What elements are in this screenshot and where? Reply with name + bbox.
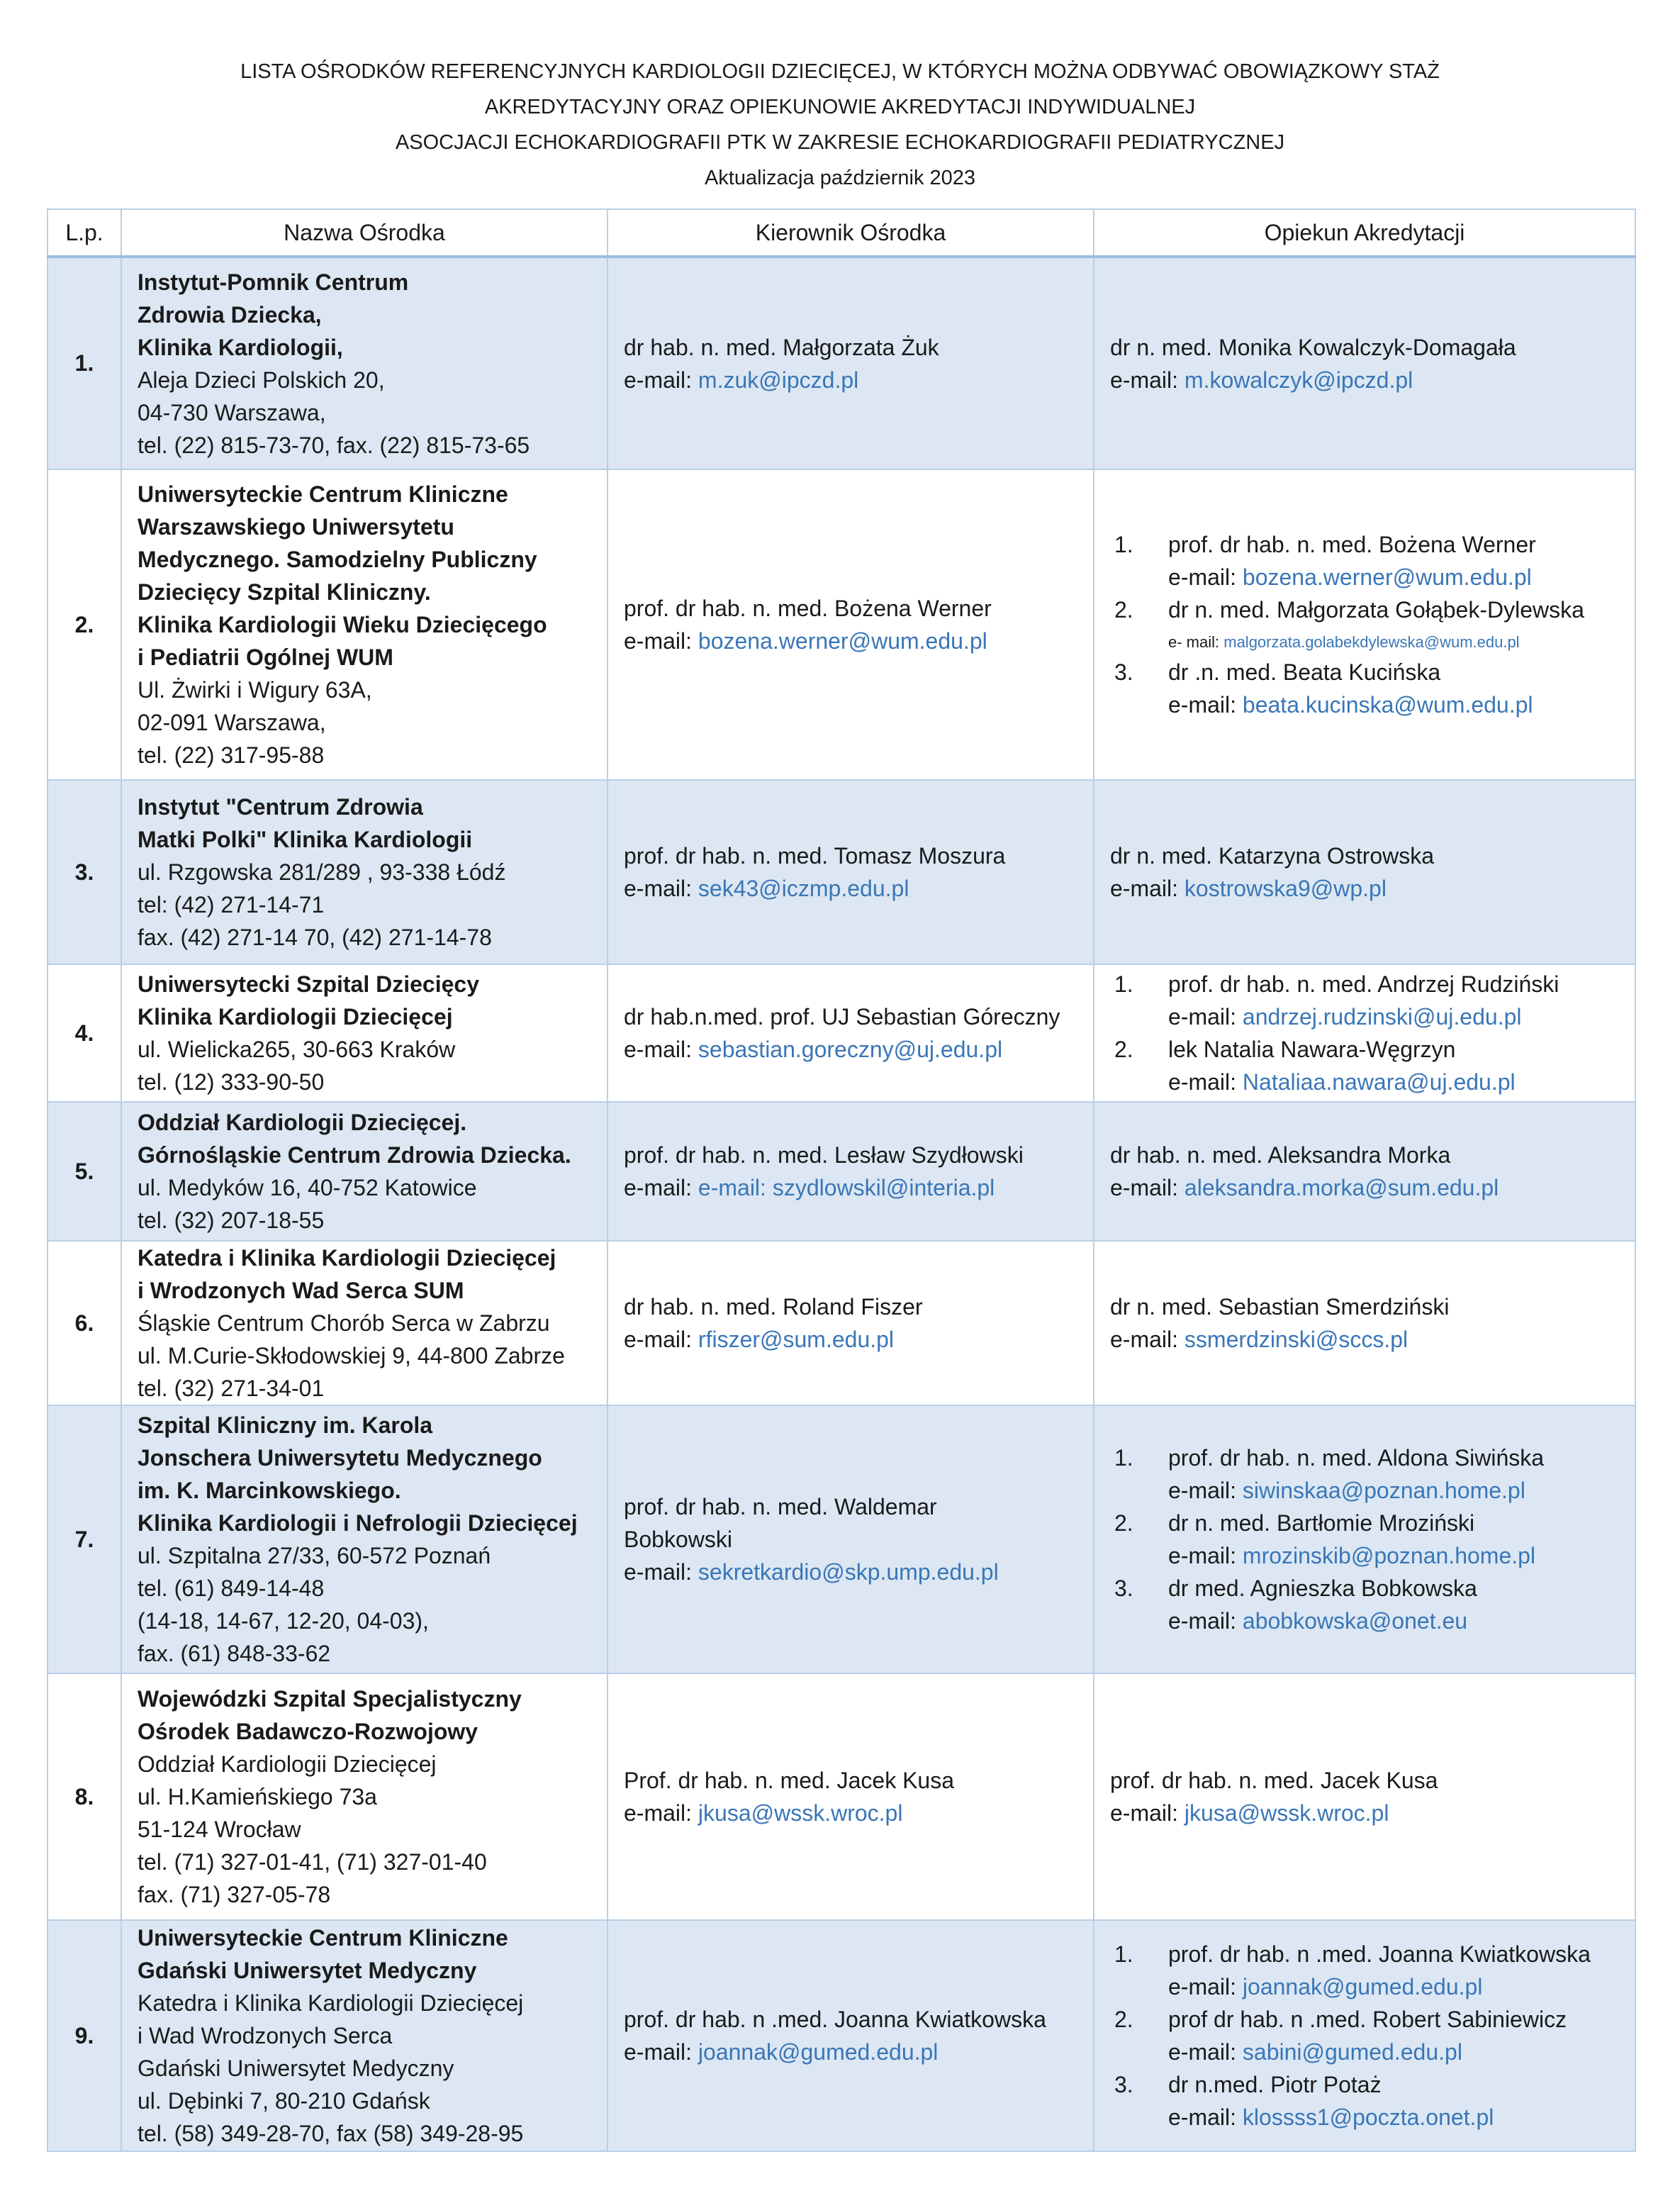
guardian-name: dr n.med. Piotr Potaż (1168, 2072, 1382, 2097)
center-address-line: fax. (42) 271-14 70, (42) 271-14-78 (138, 925, 492, 950)
column-header-name: Nazwa Ośrodka (121, 209, 607, 257)
center-address-line: fax. (71) 327-05-78 (138, 1882, 331, 1907)
head-cell (607, 469, 1094, 780)
email-line (1110, 626, 1620, 656)
guardian-cell (1094, 1241, 1635, 1405)
email-link[interactable]: joannak@gumed.edu.pl (1242, 1974, 1483, 2000)
center-address-line: ul. Dębinki 7, 80-210 Gdańsk (138, 2088, 430, 2114)
head-name: Bobkowski (624, 1527, 732, 1552)
email-label: e- mail: (1168, 633, 1224, 651)
guardian-number: 2. (1114, 597, 1133, 623)
center-name-cell (121, 1920, 607, 2151)
guardian-name: prof. dr hab. n. med. Jacek Kusa (1110, 1768, 1438, 1793)
guardian-name: dr .n. med. Beata Kucińska (1168, 659, 1441, 685)
email-label: e-mail: (1110, 1327, 1185, 1352)
email-link[interactable]: m.zuk@ipczd.pl (698, 367, 859, 393)
email-line (1110, 1970, 1620, 2003)
center-address-line: tel. (22) 317-95-88 (138, 742, 325, 768)
email-link[interactable]: m.kowalczyk@ipczd.pl (1184, 367, 1413, 393)
email-label: e-mail: (1110, 1800, 1185, 1826)
guardian-cell (1094, 780, 1635, 964)
email-link[interactable]: jkusa@wssk.wroc.pl (698, 1800, 903, 1826)
table-row (47, 257, 1635, 469)
email-link[interactable]: sebastian.goreczny@uj.edu.pl (698, 1037, 1003, 1062)
email-line (1110, 1797, 1620, 1829)
head-cell (607, 1241, 1094, 1405)
center-address-line: ul. Rzgowska 281/289 , 93-338 Łódź (138, 859, 506, 885)
center-address-line: ul. Wielicka265, 30-663 Kraków (138, 1037, 456, 1062)
guardian-name-line (1110, 528, 1620, 561)
center-name-cell (121, 1673, 607, 1920)
table-row (47, 1102, 1635, 1241)
center-address-line: tel. (32) 271-34-01 (138, 1376, 325, 1401)
guardian-name: prof. dr hab. n. med. Bożena Werner (1168, 532, 1536, 557)
email-label: e-mail: (624, 1327, 698, 1352)
email-link[interactable]: rfiszer@sum.edu.pl (698, 1327, 895, 1352)
guardian-name: lek Natalia Nawara-Węgrzyn (1168, 1037, 1456, 1062)
row-number: 3. (47, 780, 121, 964)
email-link[interactable]: bozena.werner@wum.edu.pl (698, 628, 987, 654)
head-cell (607, 1920, 1094, 2151)
table-row (47, 1673, 1635, 1920)
row-number: 5. (47, 1102, 121, 1241)
guardian-name: dr n. med. Sebastian Smerdziński (1110, 1294, 1450, 1320)
centers-table (47, 208, 1636, 2152)
head-name: prof. dr hab. n. med. Lesław Szydłowski (624, 1142, 1024, 1168)
center-name-line: Matki Polki" Klinika Kardiologii (138, 827, 473, 852)
email-line (1110, 1171, 1620, 1204)
center-address-line: ul. M.Curie-Skłodowskiej 9, 44-800 Zabrze (138, 1343, 565, 1368)
email-link[interactable]: malgorzata.golabekdylewska@wum.edu.pl (1223, 633, 1520, 651)
center-name-line: Wojewódzki Szpital Specjalistyczny (138, 1686, 522, 1712)
email-link[interactable]: mrozinskib@poznan.home.pl (1242, 1543, 1536, 1568)
email-label: e-mail: (624, 1559, 698, 1585)
guardian-name: prof. dr hab. n. med. Andrzej Rudziński (1168, 971, 1559, 997)
row-number: 6. (47, 1241, 121, 1405)
center-address-line: Ul. Żwirki i Wigury 63A, (138, 677, 372, 703)
center-name-cell (121, 964, 607, 1102)
center-name-cell (121, 1102, 607, 1241)
email-link[interactable]: aleksandra.morka@sum.edu.pl (1184, 1175, 1499, 1200)
center-name-line: Szpital Kliniczny im. Karola (138, 1412, 433, 1438)
email-line (624, 1033, 1079, 1066)
center-address-line: ul. Medyków 16, 40-752 Katowice (138, 1175, 477, 1200)
email-line (1110, 872, 1620, 905)
email-line (624, 625, 1079, 657)
email-label: e-mail: (1168, 692, 1243, 718)
row-number: 2. (47, 469, 121, 780)
center-name-line: i Pediatrii Ogólnej WUM (138, 645, 393, 670)
center-address-line: tel. (12) 333-90-50 (138, 1069, 325, 1095)
email-line (1110, 1323, 1620, 1356)
center-address-line: Śląskie Centrum Chorób Serca w Zabrzu (138, 1310, 550, 1336)
guardian-name-line (1110, 2003, 1620, 2036)
guardian-cell (1094, 1673, 1635, 1920)
column-header-lp: L.p. (47, 209, 121, 257)
center-name-line: Katedra i Klinika Kardiologii Dziecięcej (138, 1245, 556, 1271)
center-name-line: Uniwersyteckie Centrum Kliniczne (138, 1925, 508, 1951)
head-name: prof. dr hab. n .med. Joanna Kwiatkowska (624, 2007, 1046, 2032)
head-cell (607, 1405, 1094, 1673)
center-name-cell (121, 1405, 607, 1673)
center-name-cell (121, 469, 607, 780)
row-number: 8. (47, 1673, 121, 1920)
center-address-line: 51-124 Wrocław (138, 1817, 301, 1842)
email-label: e-mail: (624, 876, 698, 901)
guardian-number: 2. (1114, 2007, 1133, 2032)
center-name-line: Medycznego. Samodzielny Publiczny (138, 547, 537, 572)
email-line (1110, 561, 1620, 593)
guardian-number: 2. (1114, 1037, 1133, 1062)
email-label: e-mail: (1168, 1004, 1243, 1030)
email-line (1110, 364, 1620, 396)
center-name-line: Klinika Kardiologii i Nefrologii Dziecięcej (138, 1510, 578, 1536)
center-name-line: Zdrowia Dziecka, (138, 301, 322, 328)
center-name-line: Klinika Kardiologii Dziecięcej (138, 1004, 453, 1030)
title-line-2: AKREDYTACYJNY ORAZ OPIEKUNOWIE AKREDYTACJI INDYWIDUALNEJ (484, 96, 1196, 118)
center-name-line: Uniwersyteckie Centrum Kliniczne (138, 481, 508, 507)
table-row (47, 469, 1635, 780)
guardian-name-line (1110, 656, 1620, 688)
guardian-name: dr hab. n. med. Aleksandra Morka (1110, 1142, 1451, 1168)
guardian-cell (1094, 1920, 1635, 2151)
guardian-cell (1094, 1405, 1635, 1673)
email-label: e-mail: (624, 367, 698, 393)
guardian-name-line (1110, 968, 1620, 1000)
center-address-line: 04-730 Warszawa, (138, 399, 326, 425)
center-address-line: tel. (58) 349-28-70, fax (58) 349-28-95 (138, 2121, 524, 2146)
email-link[interactable]: jkusa@wssk.wroc.pl (1184, 1800, 1389, 1826)
email-label: e-mail: (1168, 1543, 1243, 1568)
center-name-line: Klinika Kardiologii, (138, 334, 343, 360)
email-label: e-mail: (1168, 1478, 1243, 1503)
guardian-name-line (1110, 1507, 1620, 1539)
center-address-line: Katedra i Klinika Kardiologii Dziecięcej (138, 1990, 524, 2016)
center-address-line: ul. H.Kamieńskiego 73a (138, 1784, 377, 1809)
center-address-line: tel. (71) 327-01-41, (71) 327-01-40 (138, 1849, 487, 1875)
center-name-line: Uniwersytecki Szpital Dziecięcy (138, 971, 479, 997)
email-label: e-mail: (1168, 1974, 1243, 2000)
email-label: e-mail: (1168, 1069, 1243, 1095)
guardian-cell (1094, 1102, 1635, 1241)
column-header-guardian: Opiekun Akredytacji (1094, 209, 1635, 257)
center-name-line: Warszawskiego Uniwersytetu (138, 514, 454, 540)
email-line (1110, 1066, 1620, 1098)
email-link[interactable]: andrzej.rudzinski@uj.edu.pl (1242, 1004, 1522, 1030)
center-address-line: tel. (32) 207-18-55 (138, 1208, 325, 1233)
email-link[interactable]: siwinskaa@poznan.home.pl (1242, 1478, 1525, 1503)
center-address-line: Gdański Uniwersytet Medyczny (138, 2056, 454, 2081)
head-name: prof. dr hab. n. med. Bożena Werner (624, 596, 992, 621)
head-name: prof. dr hab. n. med. Waldemar (624, 1494, 937, 1519)
center-name-line: Klinika Kardiologii Wieku Dziecięcego (138, 612, 547, 637)
guardian-name-line (1110, 1033, 1620, 1066)
table-row (47, 1920, 1635, 2151)
guardian-name: prof dr hab. n .med. Robert Sabiniewicz (1168, 2007, 1567, 2032)
row-number: 1. (47, 257, 121, 469)
guardian-name: dr n. med. Katarzyna Ostrowska (1110, 843, 1435, 869)
column-header-head: Kierownik Ośrodka (607, 209, 1094, 257)
email-link[interactable]: joannak@gumed.edu.pl (698, 2039, 939, 2065)
email-line (624, 1797, 1079, 1829)
email-line (624, 2036, 1079, 2068)
guardian-name-line (1110, 2068, 1620, 2101)
center-name-line: Dziecięcy Szpital Kliniczny. (138, 579, 431, 605)
center-name-line: Oddział Kardiologii Dziecięcej. (138, 1110, 467, 1135)
guardian-number: 2. (1114, 1510, 1133, 1536)
guardian-cell (1094, 257, 1635, 469)
email-label: e-mail: (1110, 367, 1185, 393)
center-address-line: 02-091 Warszawa, (138, 710, 326, 735)
email-link[interactable]: kostrowska9@wp.pl (1184, 876, 1387, 901)
center-address-line: tel. (22) 815-73-70, fax. (22) 815-73-65 (138, 432, 530, 458)
email-link[interactable]: bozena.werner@wum.edu.pl (1242, 564, 1532, 590)
guardian-number: 3. (1114, 659, 1133, 685)
email-line (624, 1556, 1079, 1588)
center-address-line: Oddział Kardiologii Dziecięcej (138, 1751, 437, 1777)
center-address-line: (14-18, 14-67, 12-20, 04-03), (138, 1608, 429, 1634)
email-line (624, 1171, 1079, 1204)
center-name-line: Jonschera Uniwersytetu Medycznego (138, 1445, 542, 1471)
email-line (1110, 2036, 1620, 2068)
head-name: dr hab.n.med. prof. UJ Sebastian Góreczny (624, 1004, 1060, 1030)
center-name-line: Ośrodek Badawczo-Rozwojowy (138, 1719, 478, 1744)
guardian-number: 1. (1114, 971, 1133, 997)
guardian-number: 3. (1114, 1575, 1133, 1601)
head-name: Prof. dr hab. n. med. Jacek Kusa (624, 1768, 955, 1793)
head-name: prof. dr hab. n. med. Tomasz Moszura (624, 843, 1006, 869)
guardian-number: 3. (1114, 2072, 1133, 2097)
email-label: e-mail: (1168, 2104, 1243, 2130)
center-name-line: Instytut-Pomnik Centrum (138, 269, 409, 295)
head-cell (607, 780, 1094, 964)
table-header-row (47, 209, 1635, 257)
guardian-name-line (1110, 1572, 1620, 1605)
guardian-name: dr n. med. Bartłomie Mroziński (1168, 1510, 1475, 1536)
center-name-line: i Wrodzonych Wad Serca SUM (138, 1278, 464, 1303)
email-link[interactable]: sabini@gumed.edu.pl (1242, 2039, 1462, 2065)
email-label: e-mail: (624, 1037, 698, 1062)
table-row (47, 780, 1635, 964)
email-line (1110, 2101, 1620, 2134)
email-link[interactable]: beata.kucinska@wum.edu.pl (1242, 692, 1533, 718)
head-cell (607, 1102, 1094, 1241)
center-name-cell (121, 257, 607, 469)
center-name-cell (121, 1241, 607, 1405)
email-line (1110, 1605, 1620, 1637)
center-name-line: Górnośląskie Centrum Zdrowia Dziecka. (138, 1142, 571, 1168)
head-cell (607, 964, 1094, 1102)
center-name-line: Gdański Uniwersytet Medyczny (138, 1958, 477, 1983)
guardian-number: 1. (1114, 1445, 1133, 1471)
row-number: 9. (47, 1920, 121, 2151)
email-line (624, 1323, 1079, 1356)
email-label: e-mail: (624, 2039, 698, 2065)
email-label: e-mail: (624, 628, 698, 654)
row-number: 4. (47, 964, 121, 1102)
email-link[interactable]: klossss1@poczta.onet.pl (1242, 2104, 1494, 2130)
center-name-cell (121, 780, 607, 964)
guardian-cell (1094, 469, 1635, 780)
update-date: Aktualizacja październik 2023 (704, 167, 976, 189)
guardian-name: dr n. med. Małgorzata Gołąbek-Dylewska (1168, 597, 1584, 623)
center-address-line: Aleja Dzieci Polskich 20, (138, 367, 385, 393)
center-name-line: im. K. Marcinkowskiego. (138, 1478, 401, 1503)
email-link[interactable]: sekretkardio@skp.ump.edu.pl (698, 1559, 999, 1585)
head-name: dr hab. n. med. Małgorzata Żuk (624, 334, 939, 360)
head-cell (607, 257, 1094, 469)
table-row (47, 1241, 1635, 1405)
center-name-line: Instytut "Centrum Zdrowia (138, 794, 423, 820)
guardian-name-line (1110, 1938, 1620, 1970)
email-link[interactable]: sek43@iczmp.edu.pl (698, 876, 909, 901)
guardian-name: dr med. Agnieszka Bobkowska (1168, 1575, 1477, 1601)
table-row (47, 1405, 1635, 1673)
center-address-line: tel: (42) 271-14-71 (138, 892, 325, 918)
center-address-line: fax. (61) 848-33-62 (138, 1641, 331, 1666)
email-link[interactable]: ssmerdzinski@sccs.pl (1184, 1327, 1409, 1352)
center-address-line: ul. Szpitalna 27/33, 60-572 Poznań (138, 1543, 491, 1568)
head-cell (607, 1673, 1094, 1920)
email-line (624, 872, 1079, 905)
guardian-number: 1. (1114, 1941, 1133, 1967)
page-header (47, 54, 1633, 196)
email-label: e-mail: (1110, 876, 1185, 901)
center-address-line: tel. (61) 849-14-48 (138, 1575, 325, 1601)
email-line (1110, 1000, 1620, 1033)
email-link[interactable]: abobkowska@onet.eu (1242, 1608, 1468, 1634)
center-address-line: i Wad Wrodzonych Serca (138, 2023, 393, 2048)
guardian-name-line (1110, 1441, 1620, 1474)
email-line (1110, 1474, 1620, 1507)
email-label: e-mail: (624, 1175, 698, 1200)
email-link[interactable]: e-mail: szydlowskil@interia.pl (698, 1175, 995, 1200)
email-label: e-mail: (1168, 2039, 1243, 2065)
row-number: 7. (47, 1405, 121, 1673)
email-line (1110, 688, 1620, 721)
email-line (1110, 1539, 1620, 1572)
title-line-1: LISTA OŚRODKÓW REFERENCYJNYCH KARDIOLOGII DZIECIĘCEJ, W KTÓRYCH MOŻNA ODBYWAĆ OBOWIĄZKOWY STAŻ (240, 60, 1440, 83)
table-row (47, 964, 1635, 1102)
email-label: e-mail: (1168, 564, 1243, 590)
guardian-number: 1. (1114, 532, 1133, 557)
guardian-name-line (1110, 593, 1620, 626)
email-label: e-mail: (1110, 1175, 1185, 1200)
email-label: e-mail: (624, 1800, 698, 1826)
guardian-name: prof. dr hab. n .med. Joanna Kwiatkowska (1168, 1941, 1591, 1967)
head-name: dr hab. n. med. Roland Fiszer (624, 1294, 923, 1320)
email-label: e-mail: (1168, 1608, 1243, 1634)
guardian-name: prof. dr hab. n. med. Aldona Siwińska (1168, 1445, 1545, 1471)
email-link[interactable]: Nataliaa.nawara@uj.edu.pl (1242, 1069, 1516, 1095)
email-line (624, 364, 1079, 396)
guardian-name: dr n. med. Monika Kowalczyk-Domagała (1110, 334, 1516, 360)
title-line-3: ASOCJACJI ECHOKARDIOGRAFII PTK W ZAKRESIE ECHOKARDIOGRAFII PEDIATRYCZNEJ (395, 131, 1285, 154)
guardian-cell (1094, 964, 1635, 1102)
